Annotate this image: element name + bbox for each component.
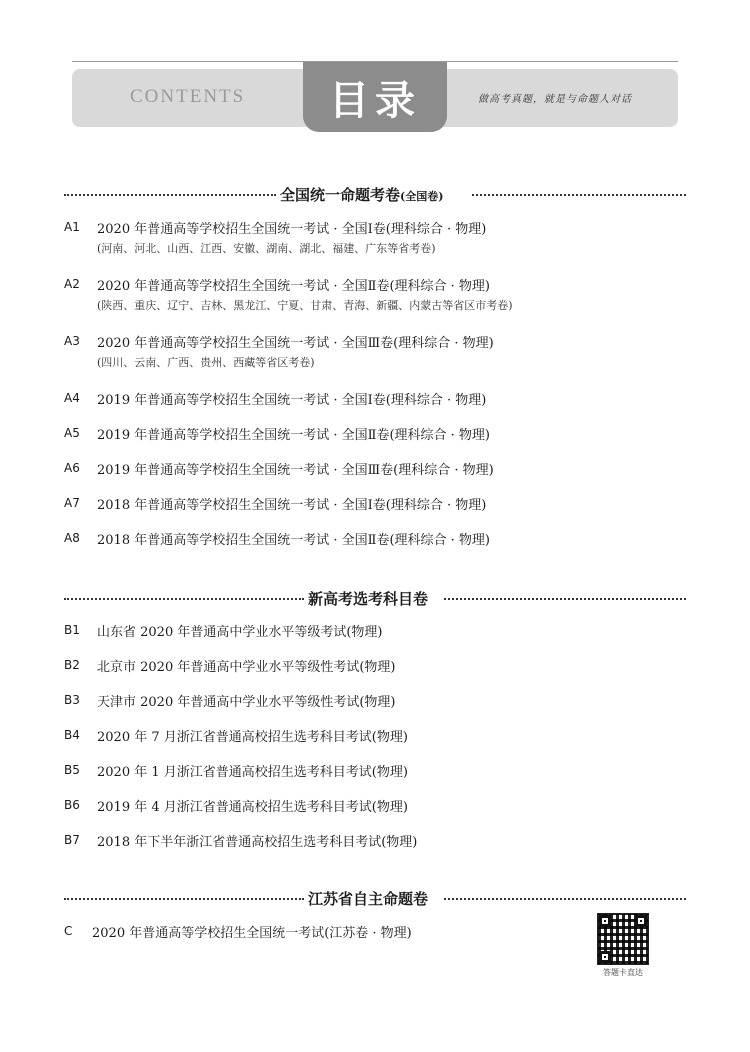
- entry-code: A1: [64, 220, 80, 234]
- entry-title: 2020 年普通高等学校招生全国统一考试 · 全国Ⅲ卷(理科综合 · 物理): [97, 336, 494, 351]
- entry-code: A4: [64, 391, 80, 405]
- entry-title: 北京市 2020 年普通高中学业水平等级性考试(物理): [97, 660, 396, 675]
- slogan: 做高考真题，就是与命题人对话: [478, 94, 632, 105]
- entry-code: B2: [64, 658, 80, 672]
- entry-code: A2: [64, 277, 80, 291]
- section-head-jiangsu: [64, 888, 686, 908]
- entry-title: 2019 年普通高等学校招生全国统一考试 · 全国Ⅲ卷(理科综合 · 物理): [97, 463, 494, 478]
- entry-title: 2020 年普通高等学校招生全国统一考试(江苏卷 · 物理): [92, 926, 412, 941]
- dotted-divider: [444, 598, 686, 600]
- entry-code: A3: [64, 334, 80, 348]
- entry-code: B6: [64, 798, 80, 812]
- section-title-national: 全国统一命题考卷(全国卷): [280, 186, 444, 204]
- entry-code: A5: [64, 426, 80, 440]
- dotted-divider: [64, 898, 304, 900]
- title-tab: [303, 62, 447, 132]
- entry-title: 2020 年普通高等学校招生全国统一考试 · 全国Ⅱ卷(理科综合 · 物理): [97, 279, 490, 294]
- entry-title: 2020 年 1 月浙江省普通高校招生选考科目考试(物理): [97, 765, 408, 780]
- entry-title: 2018 年普通高等学校招生全国统一考试 · 全国Ⅱ卷(理科综合 · 物理): [97, 533, 490, 548]
- entry-code: A7: [64, 496, 80, 510]
- entry-code: B5: [64, 763, 80, 777]
- contents-word: CONTENTS: [130, 86, 246, 107]
- entry-title: 天津市 2020 年普通高中学业水平等级性考试(物理): [97, 695, 396, 710]
- entry-subtitle: (四川、云南、广西、贵州、西藏等省区考卷): [97, 356, 315, 369]
- qr-code-icon[interactable]: [597, 913, 649, 965]
- entry-title: 2019 年普通高等学校招生全国统一考试 · 全国Ⅱ卷(理科综合 · 物理): [97, 428, 490, 443]
- entry-title: 2020 年普通高等学校招生全国统一考试 · 全国Ⅰ卷(理科综合 · 物理): [97, 222, 487, 237]
- entry-code: A6: [64, 461, 80, 475]
- entry-code: A8: [64, 531, 80, 545]
- entry-code: C: [64, 924, 73, 938]
- dotted-divider: [472, 194, 686, 196]
- entry-subtitle: (陕西、重庆、辽宁、吉林、黑龙江、宁夏、甘肃、青海、新疆、内蒙古等省区市考卷): [97, 299, 513, 312]
- entry-subtitle: (河南、河北、山西、江西、安徽、湖南、湖北、福建、广东等省考卷): [97, 242, 436, 255]
- entry-code: B1: [64, 623, 80, 637]
- entry-title: 2018 年普通高等学校招生全国统一考试 · 全国Ⅰ卷(理科综合 · 物理): [97, 498, 487, 513]
- entry-code: B7: [64, 833, 80, 847]
- entry-title: 2019 年普通高等学校招生全国统一考试 · 全国Ⅰ卷(理科综合 · 物理): [97, 393, 487, 408]
- dotted-divider: [64, 194, 276, 196]
- entry-code: B4: [64, 728, 80, 742]
- section-title-jiangsu: 江苏省自主命题卷: [308, 890, 429, 908]
- page-title: 目录: [329, 77, 421, 124]
- entry-title: 2019 年 4 月浙江省普通高校招生选考科目考试(物理): [97, 800, 408, 815]
- entry-title: 山东省 2020 年普通高中学业水平等级考试(物理): [97, 625, 383, 640]
- dotted-divider: [64, 598, 304, 600]
- section-title-new-gaokao: 新高考选考科目卷: [308, 590, 429, 608]
- section-head-new-gaokao: [64, 588, 686, 608]
- entry-title: 2020 年 7 月浙江省普通高校招生选考科目考试(物理): [97, 730, 408, 745]
- entry-code: B3: [64, 693, 80, 707]
- qr-code-block[interactable]: [597, 913, 649, 978]
- section-head-national: [64, 184, 686, 204]
- dotted-divider: [444, 898, 686, 900]
- qr-caption: 答题卡直达: [603, 968, 643, 977]
- entry-title: 2018 年下半年浙江省普通高校招生选考科目考试(物理): [97, 835, 418, 850]
